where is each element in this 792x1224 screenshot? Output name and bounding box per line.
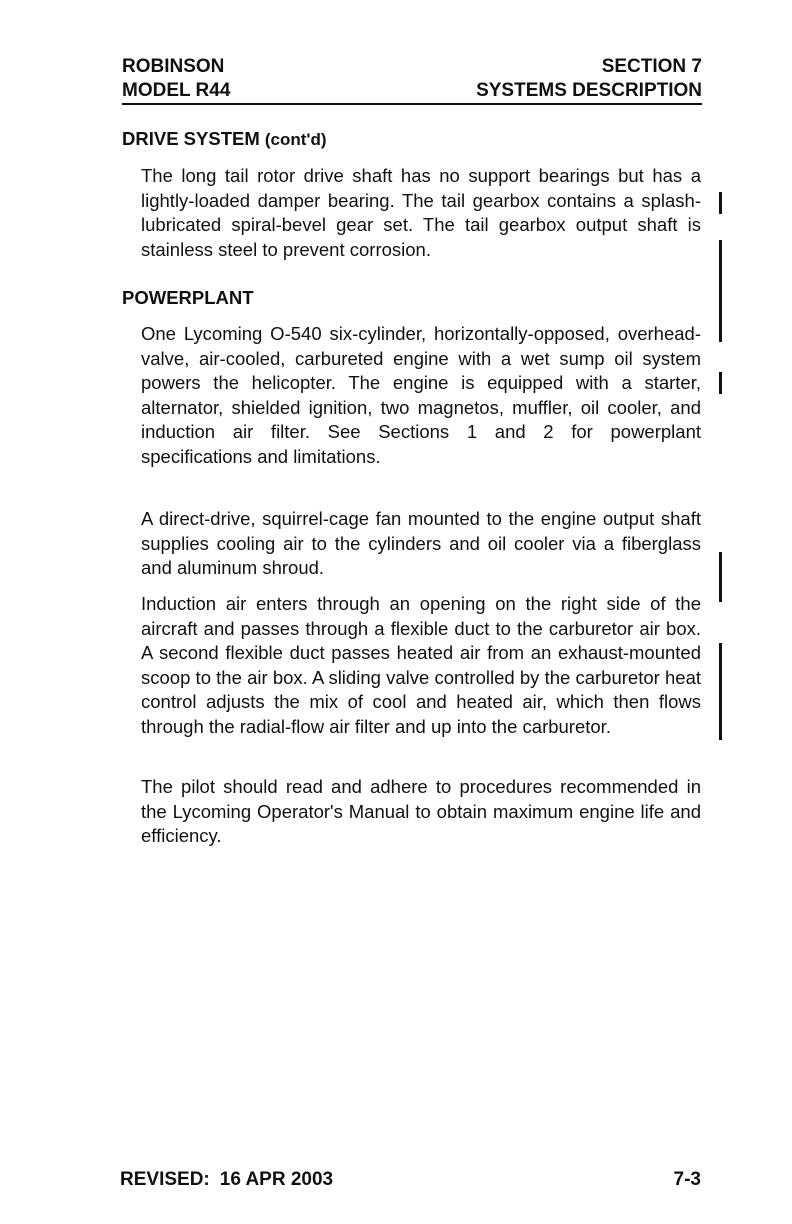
powerplant-paragraph-induction: Induction air enters through an opening on the right side of the aircraft and passes through a flexible duct to the carburetor air box. A second flexible duct passes heated air from an exhaust-mounted scoop to the air box. A sliding valve controlled by the carburetor heat control adjusts the mix of cool and heated air, which then flows through the radial-flow air filter and up into the carburetor. [141, 593, 701, 737]
header-right [476, 55, 702, 103]
powerplant-heading: POWERPLANT [122, 287, 254, 308]
header-left [122, 55, 230, 103]
revised-date: 16 APR 2003 [219, 1169, 334, 1190]
powerplant-paragraph-cooling: A direct-drive, squirrel-cage fan mounted to the engine output shaft supplies cooling air to the cylinders and oil cooler via a fiberglass and aluminum shroud. [141, 508, 701, 578]
revision-change-bar [719, 643, 722, 740]
drive-system-title-suffix: (cont'd) [264, 130, 327, 149]
revision-change-bar [719, 240, 722, 342]
revised-label: REVISED: [120, 1169, 210, 1190]
page-header [122, 55, 702, 105]
drive-system-heading [122, 127, 327, 152]
powerplant-paragraph-engine: One Lycoming O-540 six-cylinder, horizontally-opposed, overhead-valve, air-cooled, carbureted engine with a wet sump oil system powers the helicopter. The engine is equipped with a starter, alternator, shielded ignition, two magnetos, muffler, oil cooler, and induction air filter. See Sections 1 and 2 for powerplant specifications and limitations. [141, 323, 701, 467]
revision-info [120, 1168, 333, 1192]
model-name: MODEL R44 [122, 80, 231, 101]
revision-change-bar [719, 192, 722, 214]
revision-change-bar [719, 372, 722, 394]
section-title: SYSTEMS DESCRIPTION [476, 80, 702, 101]
revision-change-bar [719, 552, 722, 602]
section-number: SECTION 7 [601, 56, 702, 77]
page-number: 7-3 [673, 1169, 701, 1190]
drive-system-title: DRIVE SYSTEM [122, 128, 260, 149]
manufacturer-name: ROBINSON [122, 56, 225, 77]
powerplant-paragraph-procedures: The pilot should read and adhere to procedures recommended in the Lycoming Operator's Manual to obtain maximum engine life and efficiency. [141, 776, 701, 846]
drive-system-paragraph: The long tail rotor drive shaft has no support bearings but has a lightly-loaded damper bearing. The tail gearbox contains a splash-lubricated spiral-bevel gear set. The tail gearbox output shaft is stainless steel to prevent corrosion. [141, 165, 701, 260]
